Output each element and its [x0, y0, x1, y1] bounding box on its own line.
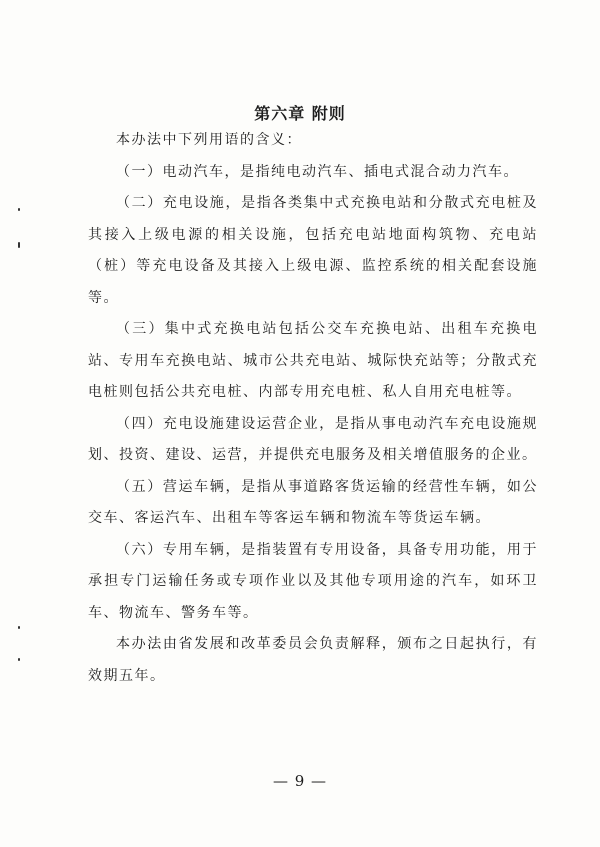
scan-speck — [18, 208, 20, 211]
paragraph-definition-4: （四）充电设施建设运营企业，是指从事电动汽车充电设施规划、投资、建设、运营，并提供充电服务及相关增值服务的企业。 — [88, 415, 538, 463]
scan-speck — [18, 242, 20, 248]
paragraph-intro: 本办法中下列用语的含义： — [116, 132, 302, 148]
paragraph-definition-2: （二）充电设施，是指各类集中式充换电站和分散式充电桩及其接入上级电源的相关设施，包括充电站地面构筑物、充电站（桩）等充电设备及其接入上级电源、监控系统的相关配套设施等。 — [88, 195, 538, 306]
chapter-title: 第六章 附则 — [254, 104, 346, 123]
paragraph-interpretation: 本办法由省发展和改革委员会负责解释，颁布之日起执行，有效期五年。 — [88, 636, 538, 684]
document-body — [88, 125, 538, 692]
paragraph-definition-6: （六）专用车辆，是指装置有专用设备，具备专用功能，用于承担专门运输任务或专项作业以及其他专项用途的汽车，如环卫车、物流车、警务车等。 — [88, 541, 538, 621]
scan-speck — [18, 658, 20, 661]
paragraph-definition-3: （三）集中式充换电站包括公交车充换电站、出租车充换电站、专用车充换电站、城市公共充电站、城际快充站等；分散式充电桩则包括公共充电桩、内部专用充电桩、私人自用充电桩等。 — [88, 321, 538, 400]
page-number: — 9 — — [272, 772, 328, 790]
paragraph-definition-1: （一）电动汽车，是指纯电动汽车、插电式混合动力汽车。 — [116, 163, 519, 180]
scan-speck — [18, 626, 20, 629]
paragraph-definition-5: （五）营运车辆，是指从事道路客货运输的经营性车辆，如公交车、客运汽车、出租车等客运车辆和物流车等货运车辆。 — [88, 478, 538, 526]
